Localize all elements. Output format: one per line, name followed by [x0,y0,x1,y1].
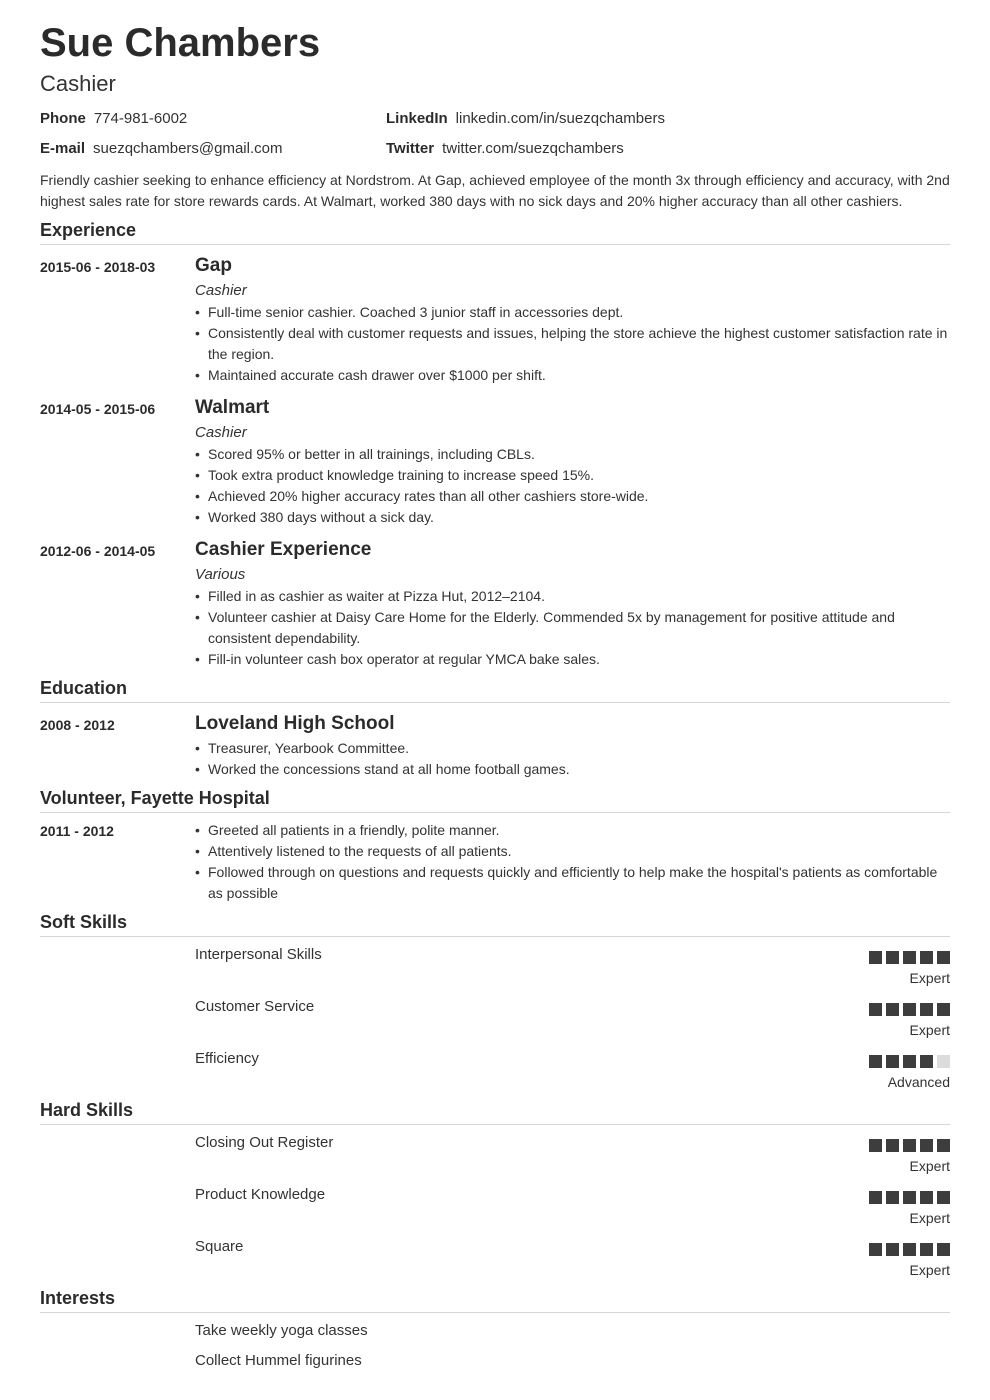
rating-square [886,1191,899,1204]
volunteer-bullets [195,820,950,904]
experience-heading: Experience [40,218,950,245]
skill-name: Product Knowledge [195,1186,326,1203]
phone-value: 774-981-6002 [93,110,188,127]
skill-level: Advanced [887,1074,950,1090]
contact-email [40,139,282,159]
list-item: • Fill-in volunteer cash box operator at regular YMCA bake sales. [195,649,950,670]
linkedin-value: linkedin.com/in/suezqchambers [455,110,665,127]
list-item: • Followed through on questions and requests quickly and efficiently to help make the hospital's patients as comfortable as possible [195,862,950,904]
job-company: Gap [195,255,232,276]
rating-square [886,1055,899,1068]
rating-square [920,1055,933,1068]
job-dates: 2015-06 - 2018-03 [40,259,156,275]
rating-square [886,951,899,964]
skill-rating [869,1191,950,1204]
skill-name: Closing Out Register [195,1134,334,1151]
skill-level: Expert [909,970,950,986]
list-item: • Full-time senior cashier. Coached 3 junior staff in accessories dept. [195,302,950,323]
rating-square [886,1243,899,1256]
email-value: suezqchambers@gmail.com [93,140,283,157]
rating-square [903,1055,916,1068]
skill-level: Expert [909,1022,950,1038]
education-school: Loveland High School [195,713,395,734]
summary-text: Friendly cashier seeking to enhance efficiency at Nordstrom. At Gap, achieved employee of the month 3x through efficiency and accuracy, with 2nd highest sales rate for store rewards cards. At Walmart, worked 380 days with no sick days and 20% higher accuracy than all other cashiers. [40,172,950,209]
rating-square [869,1139,882,1152]
list-item: • Achieved 20% higher accuracy rates than all other cashiers store-wide. [195,486,950,507]
rating-square [869,1055,882,1068]
rating-square [903,951,916,964]
list-item: • Attentively listened to the requests of all patients. [195,841,950,862]
job-company: Walmart [195,397,270,418]
rating-square [869,1243,882,1256]
rating-square [886,1003,899,1016]
rating-square [937,1243,950,1256]
email-label: E-mail [40,140,86,157]
job-bullets [195,302,950,386]
education-heading: Education [40,676,950,703]
list-item: • Took extra product knowledge training to increase speed 15%. [195,465,950,486]
skill-name: Square [195,1238,244,1255]
rating-square [869,1003,882,1016]
skill-level: Expert [909,1262,950,1278]
skill-name: Interpersonal Skills [195,946,322,963]
list-item: • Scored 95% or better in all trainings, including CBLs. [195,444,950,465]
twitter-value: twitter.com/suezqchambers [442,140,624,157]
list-item: • Treasurer, Yearbook Committee. [195,738,950,759]
skill-rating [869,951,950,964]
hard-skills-heading: Hard Skills [40,1098,950,1125]
interest-item: Take weekly yoga classes [195,1322,368,1339]
rating-square [937,1139,950,1152]
rating-square-empty [937,1055,950,1068]
education-dates: 2008 - 2012 [40,717,115,733]
list-item: • Worked the concessions stand at all home football games. [195,759,950,780]
job-role: Cashier [195,424,247,441]
rating-square [920,1139,933,1152]
rating-square [920,1243,933,1256]
skill-rating [869,1139,950,1152]
candidate-name: Sue Chambers [40,21,321,65]
linkedin-label: LinkedIn [386,110,448,127]
soft-skills-heading: Soft Skills [40,910,950,937]
skill-level: Expert [909,1158,950,1174]
job-role: Various [195,566,246,583]
candidate-title: Cashier [40,71,116,96]
rating-square [903,1243,916,1256]
rating-square [937,1191,950,1204]
skill-name: Customer Service [195,998,315,1015]
list-item: • Maintained accurate cash drawer over $1000 per shift. [195,365,950,386]
volunteer-heading: Volunteer, Fayette Hospital [40,786,950,813]
rating-square [903,1191,916,1204]
phone-label: Phone [40,110,86,127]
interest-item: Collect Hummel figurines [195,1352,362,1369]
rating-square [869,951,882,964]
rating-square [920,1191,933,1204]
education-bullets [195,738,950,780]
rating-square [886,1139,899,1152]
job-dates: 2014-05 - 2015-06 [40,401,156,417]
rating-square [920,1003,933,1016]
job-company: Cashier Experience [195,539,372,560]
job-bullets [195,586,950,670]
rating-square [920,951,933,964]
list-item: • Filled in as cashier as waiter at Pizza Hut, 2012–2104. [195,586,950,607]
skill-rating [869,1003,950,1016]
rating-square [937,1003,950,1016]
interests-heading: Interests [40,1286,950,1313]
job-role: Cashier [195,282,247,299]
skill-name: Efficiency [195,1050,259,1067]
rating-square [869,1191,882,1204]
rating-square [903,1003,916,1016]
contact-twitter [386,139,624,159]
contact-phone [40,109,187,129]
skill-rating [869,1055,950,1068]
skill-level: Expert [909,1210,950,1226]
volunteer-dates: 2011 - 2012 [40,823,114,839]
rating-square [937,951,950,964]
list-item: • Worked 380 days without a sick day. [195,507,950,528]
twitter-label: Twitter [386,140,435,157]
job-bullets [195,444,950,528]
list-item: • Volunteer cashier at Daisy Care Home for the Elderly. Commended 5x by management for positive attitude and consistent dependability. [195,607,950,649]
contact-linkedin [386,109,665,129]
job-dates: 2012-06 - 2014-05 [40,543,156,559]
list-item: • Greeted all patients in a friendly, polite manner. [195,820,950,841]
list-item: • Consistently deal with customer requests and issues, helping the store achieve the highest customer satisfaction rate in the region. [195,323,950,365]
skill-rating [869,1243,950,1256]
rating-square [903,1139,916,1152]
